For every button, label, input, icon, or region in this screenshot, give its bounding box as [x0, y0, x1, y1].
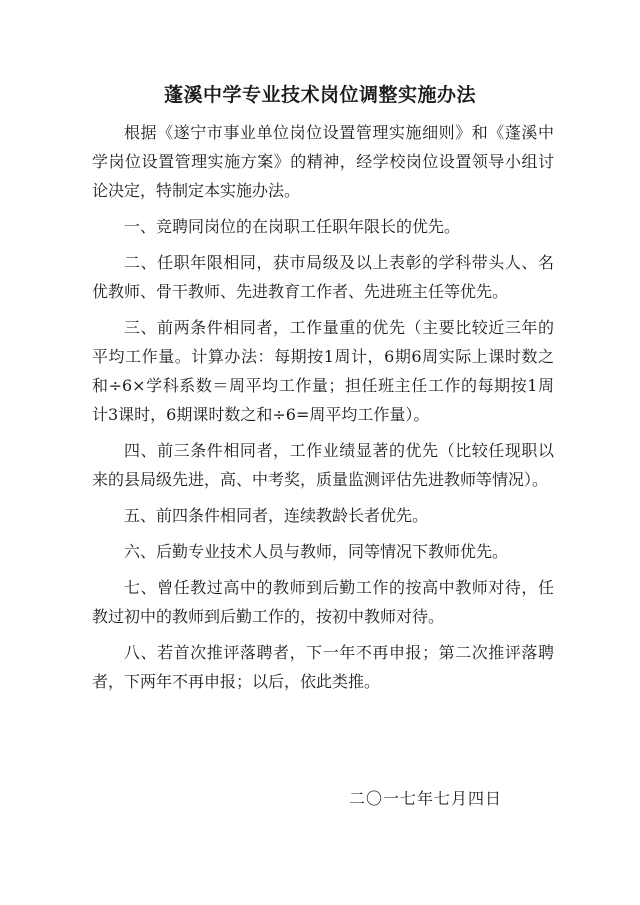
document-date: 二〇一七年七月四日	[348, 789, 502, 808]
document-title: 蓬溪中学专业技术岗位调整实施办法	[163, 84, 476, 106]
document-body	[92, 118, 554, 696]
clause-8: 八、若首次推评落聘者，下一年不再申报；第二次推评落聘者，下两年不再申报；以后，依此类推。	[92, 643, 554, 691]
clause-3: 三、前两条件相同者，工作量重的优先（主要比较近三年的平均工作量。计算办法：每期按1周计，6期6周实际上课时数之和÷6×学科系数＝周平均工作量；担任班主任工作的每期按1周计3课时，6期课时数之和÷6=周平均工作量）。	[92, 318, 554, 424]
clause-7: 七、曾任教过高中的教师到后勤工作的按高中教师对待，任教过初中的教师到后勤工作的，按初中教师对待。	[92, 578, 554, 626]
clause-5: 五、前四条件相同者，连续教龄长者优先。	[124, 506, 429, 525]
clause-1: 一、竞聘同岗位的在岗职工任职年限长的优先。	[124, 217, 461, 236]
intro-paragraph: 根据《遂宁市事业单位岗位设置管理实施细则》和《蓬溪中学岗位设置管理实施方案》的精神，经学校岗位设置领导小组讨论决定，特制定本实施办法。	[92, 123, 554, 200]
clause-6: 六、后勤专业技术人员与教师，同等情况下教师优先。	[124, 542, 509, 561]
clause-2: 二、任职年限相同，获市局级及以上表彰的学科带头人、名优教师、骨干教师、先进教育工作者、先进班主任等优先。	[92, 253, 554, 301]
clause-4: 四、前三条件相同者，工作业绩显著的优先（比较任现职以来的县局级先进，高、中考奖，质量监测评估先进教师等情况）。	[92, 441, 554, 489]
